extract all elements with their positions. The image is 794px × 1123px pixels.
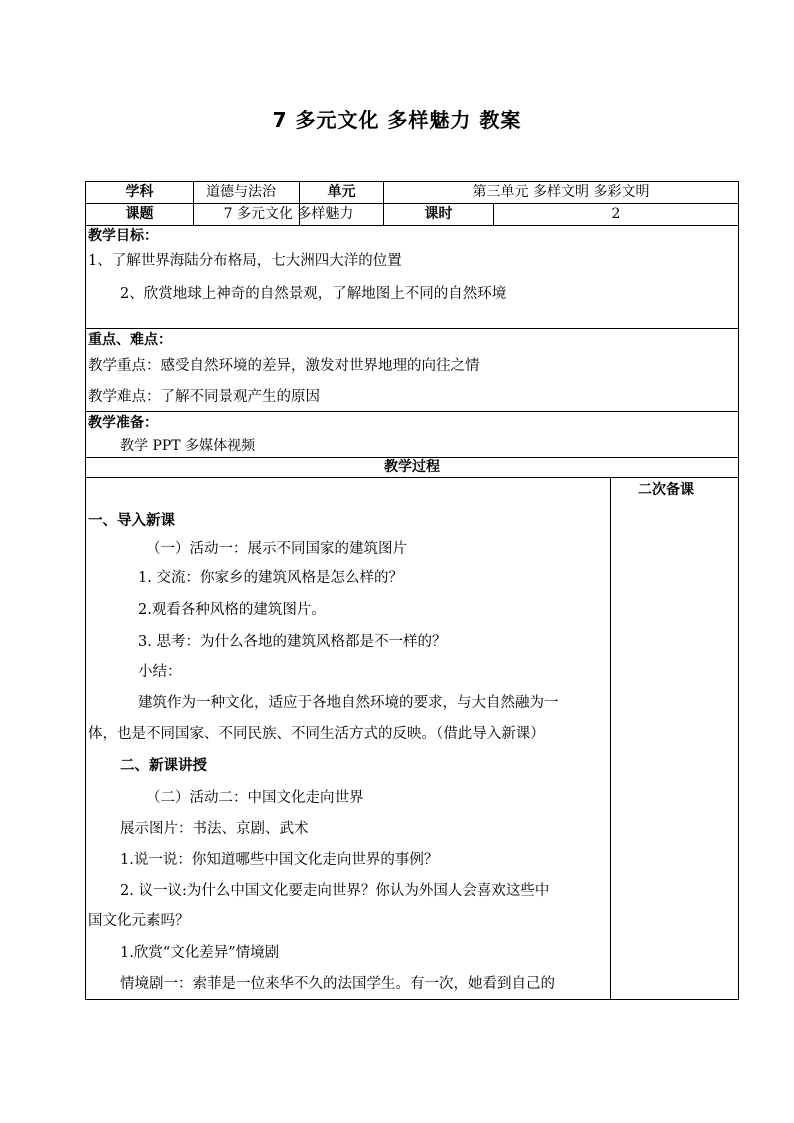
activity-item: 展示图片：书法、京剧、武术 xyxy=(120,821,309,837)
unit-label: 单元 xyxy=(327,184,356,200)
objective-item: 1、了解世界海陆分布格局，七大洲四大洋的位置 xyxy=(88,253,402,269)
objectives-heading: 教学目标： xyxy=(88,228,158,244)
activity-item: 2. 议一议:为什么中国文化要走向世界？你认为外国人会喜欢这些中 xyxy=(120,883,550,899)
summary-label: 小结： xyxy=(138,664,182,680)
subject-label: 学科 xyxy=(125,184,154,200)
unit-value: 第三单元 多样文明 多彩文明 xyxy=(472,184,650,200)
process-heading: 教学过程 xyxy=(384,459,440,475)
summary-text: 建筑作为一种文化，适应于各地自然环境的要求，与大自然融为一 xyxy=(138,695,559,711)
hours-value: 2 xyxy=(611,206,621,222)
activity-heading: （一）活动一：展示不同国家的建筑图片 xyxy=(146,541,407,557)
subject-value: 道德与法治 xyxy=(206,184,276,200)
document-title: 7 多元文化 多样魅力 教案 xyxy=(272,108,522,132)
objective-item: 2、欣赏地球上神奇的自然景观，了解地图上不同的自然环境 xyxy=(120,286,507,302)
preparation-heading: 教学准备： xyxy=(88,415,158,431)
activity-item: 2.观看各种风格的建筑图片。 xyxy=(138,602,326,618)
summary-text: 体，也是不同国家、不同民族、不同生活方式的反映。（借此导入新课） xyxy=(88,726,545,742)
activity-item: 3. 思考：为什么各地的建筑风格都是不一样的？ xyxy=(138,634,447,650)
preparation-content: 教学 PPT 多媒体视频 xyxy=(120,438,256,454)
activity-item: 1. 交流：你家乡的建筑风格是怎么样的？ xyxy=(138,570,403,586)
difficult-point: 教学难点：了解不同景观产生的原因 xyxy=(88,389,320,405)
topic-value: 7 多元文化 多样魅力 xyxy=(223,206,354,222)
hours-label: 课时 xyxy=(424,206,453,222)
keypoints-heading: 重点、难点： xyxy=(88,332,172,348)
side-notes-heading: 二次备课 xyxy=(638,482,694,498)
scene-text: 情境剧一：索菲是一位来华不久的法国学生。有一次，她看到自己的 xyxy=(120,976,555,992)
section-heading: 一、导入新课 xyxy=(88,513,175,529)
section-heading: 二、新课讲授 xyxy=(120,758,207,774)
activity-heading: （二）活动二：中国文化走向世界 xyxy=(146,790,364,806)
key-point: 教学重点：感受自然环境的差异，激发对世界地理的向往之情 xyxy=(88,358,480,374)
topic-label: 课题 xyxy=(125,206,154,222)
activity-item: 1.说一说：你知道哪些中国文化走向世界的事例？ xyxy=(120,852,439,868)
activity-item: 国文化元素吗？ xyxy=(88,913,190,929)
activity-item: 1.欣赏“文化差异”情境剧 xyxy=(120,945,280,961)
